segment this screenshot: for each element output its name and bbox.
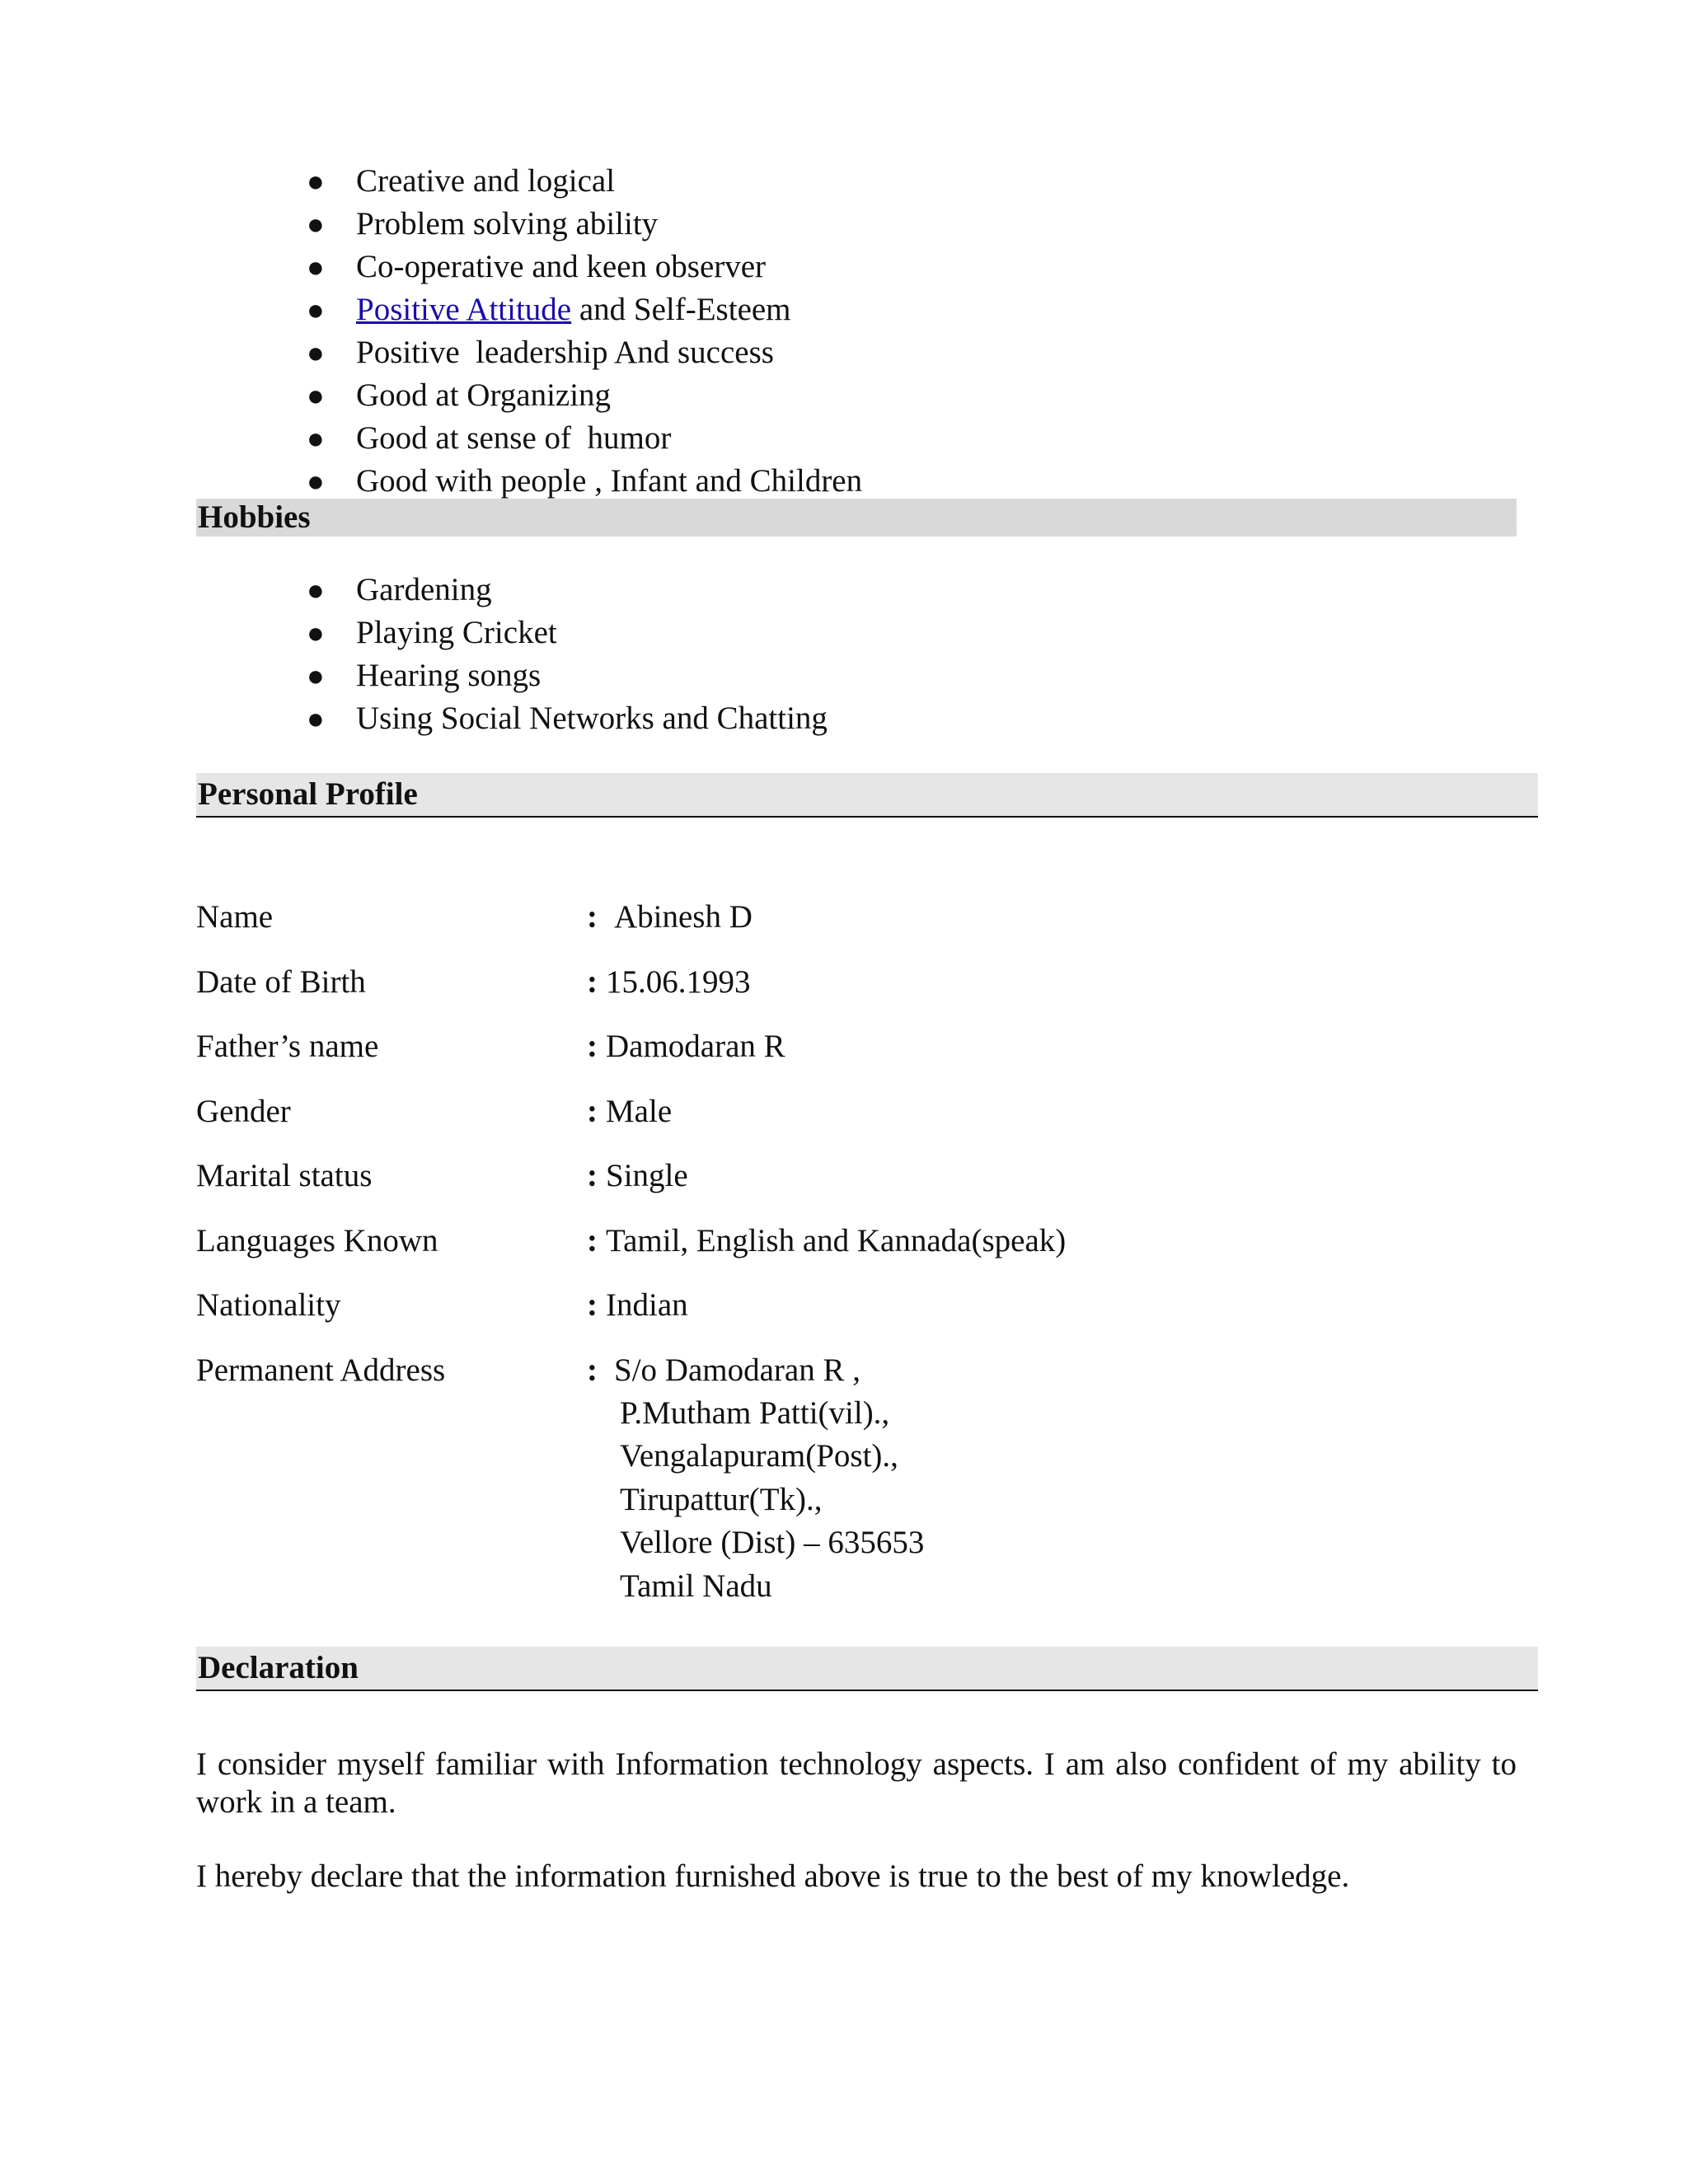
bullet-icon: ● — [307, 616, 325, 649]
profile-row-name — [0, 896, 1688, 961]
profile-value: Indian — [606, 1287, 688, 1323]
profile-value: 15.06.1993 — [606, 963, 751, 1000]
declaration-heading: Declaration — [196, 1647, 1538, 1691]
quality-text: Positive leadership And success — [356, 335, 774, 370]
bullet-icon: ● — [307, 702, 325, 735]
bullet-icon: ● — [307, 336, 325, 369]
profile-label: Date of Birth — [196, 963, 366, 1000]
quality-text: Good at Organizing — [356, 377, 612, 413]
list-item — [0, 612, 828, 654]
profile-colon: : — [587, 1287, 598, 1323]
hobbies-heading: Hobbies — [196, 499, 1517, 537]
bullet-icon: ● — [307, 251, 325, 284]
list-item — [0, 288, 862, 331]
profile-row-dob — [0, 961, 1688, 1026]
profile-row-languages — [0, 1220, 1688, 1285]
quality-text: Problem solving ability — [356, 206, 659, 241]
profile-colon: : — [587, 899, 598, 935]
profile-value: Abinesh D — [614, 899, 753, 935]
bullet-icon: ● — [307, 465, 325, 498]
profile-row-father — [0, 1025, 1688, 1090]
list-item — [0, 374, 862, 417]
list-item — [0, 460, 862, 503]
address-line: Vellore (Dist) – 635653 — [620, 1525, 925, 1560]
profile-label: Father’s name — [196, 1029, 379, 1064]
profile-value: Damodaran R — [606, 1029, 785, 1064]
bullet-icon: ● — [307, 422, 325, 455]
profile-row-marital — [0, 1155, 1688, 1220]
profile-value: Single — [606, 1158, 688, 1193]
list-item — [0, 654, 828, 697]
hobby-text: Playing Cricket — [356, 615, 557, 650]
hobby-text: Gardening — [356, 572, 492, 607]
list-item — [0, 160, 862, 203]
hobby-text: Using Social Networks and Chatting — [356, 701, 828, 736]
list-item — [0, 417, 862, 460]
profile-label: Permanent Address — [196, 1352, 446, 1388]
positive-attitude-link[interactable]: Positive Attitude — [356, 292, 572, 327]
address-line: P.Mutham Patti(vil)., — [620, 1394, 890, 1431]
address-line: Tirupattur(Tk)., — [620, 1481, 823, 1517]
personal-profile-table — [0, 896, 1688, 1604]
profile-colon: : — [587, 1222, 598, 1258]
profile-label: Marital status — [196, 1158, 373, 1193]
profile-label: Gender — [196, 1093, 291, 1129]
declaration-paragraph: I hereby declare that the information furnished above is true to the best of my knowledge. — [196, 1858, 1350, 1894]
declaration-paragraph: I consider myself familiar with Information technology aspects. I am also confident of my ability to work in a team. — [196, 1746, 1517, 1820]
profile-label: Languages Known — [196, 1222, 438, 1258]
hobbies-list — [0, 569, 828, 740]
quality-text: Co-operative and keen observer — [356, 249, 767, 284]
address-line: Vengalapuram(Post)., — [620, 1438, 898, 1474]
quality-text: and Self-Esteem — [571, 292, 791, 327]
bullet-icon: ● — [307, 165, 325, 198]
address-lines — [620, 1392, 924, 1609]
quality-text: Good with people , Infant and Children — [356, 463, 863, 499]
bullet-icon: ● — [307, 659, 325, 692]
quality-text: Creative and logical — [356, 163, 616, 199]
profile-value: S/o Damodaran R , — [614, 1352, 860, 1388]
profile-colon: : — [587, 1029, 598, 1064]
profile-row-gender — [0, 1090, 1688, 1155]
qualities-list — [0, 160, 862, 503]
profile-colon: : — [587, 1158, 598, 1193]
profile-row-nationality — [0, 1284, 1688, 1349]
list-item — [0, 331, 862, 374]
hobby-text: Hearing songs — [356, 658, 542, 693]
profile-colon: : — [587, 963, 598, 1000]
profile-label: Nationality — [196, 1287, 341, 1323]
profile-value: Male — [606, 1093, 673, 1129]
list-item — [0, 246, 862, 288]
address-line: Tamil Nadu — [620, 1568, 772, 1604]
list-item — [0, 203, 862, 246]
bullet-icon: ● — [307, 208, 325, 241]
list-item — [0, 697, 828, 740]
profile-row-address — [0, 1349, 1688, 1604]
list-item — [0, 569, 828, 612]
bullet-icon: ● — [307, 379, 325, 412]
profile-colon: : — [587, 1093, 598, 1129]
profile-value: Tamil, English and Kannada(speak) — [606, 1222, 1067, 1258]
profile-colon: : — [587, 1352, 598, 1388]
bullet-icon: ● — [307, 293, 325, 326]
profile-label: Name — [196, 899, 274, 935]
personal-profile-heading: Personal Profile — [196, 773, 1538, 818]
bullet-icon: ● — [307, 574, 325, 607]
quality-text: Good at sense of humor — [356, 420, 672, 456]
